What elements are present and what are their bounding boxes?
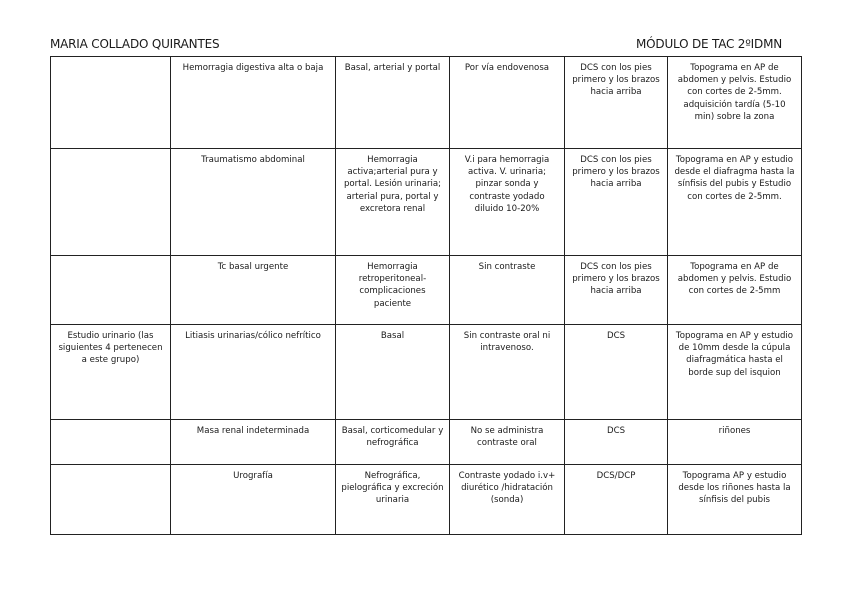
cell-phases: Basal, arterial y portal	[336, 57, 450, 149]
cell-protocol: Topograma en AP de abdomen y pelvis. Estudio con cortes de 2-5mm	[668, 256, 802, 325]
table-row	[51, 149, 802, 256]
cell-phases: Basal	[336, 325, 450, 420]
cell-group	[51, 465, 171, 535]
cell-group: Estudio urinario (las siguientes 4 pertenecen a este grupo)	[51, 325, 171, 420]
cell-protocol: Topograma en AP y estudio de 10mm desde la cúpula diafragmática hasta el borde sup del isquion	[668, 325, 802, 420]
cell-indication: Urografía	[171, 465, 336, 535]
cell-group	[51, 57, 171, 149]
author-name: MARIA COLLADO QUIRANTES	[50, 37, 220, 51]
cell-position: DCS con los pies primero y los brazos hacia arriba	[565, 57, 668, 149]
cell-phases: Hemorragia activa;arterial pura y portal. Lesión urinaria; arterial pura, portal y excretora renal	[336, 149, 450, 256]
cell-position: DCS con los pies primero y los brazos hacia arriba	[565, 256, 668, 325]
cell-contrast: Contraste yodado i.v+ diurético /hidratación (sonda)	[450, 465, 565, 535]
cell-indication: Tc basal urgente	[171, 256, 336, 325]
cell-protocol: Topograma en AP de abdomen y pelvis. Estudio con cortes de 2-5mm. adquisición tardía (5-10 min) sobre la zona	[668, 57, 802, 149]
cell-indication: Traumatismo abdominal	[171, 149, 336, 256]
cell-contrast: Por vía endovenosa	[450, 57, 565, 149]
cell-indication: Hemorragia digestiva alta o baja	[171, 57, 336, 149]
cell-contrast: V.i para hemorragia activa. V. urinaria; pinzar sonda y contraste yodado diluido 10-20%	[450, 149, 565, 256]
cell-phases: Basal, corticomedular y nefrográfica	[336, 420, 450, 465]
protocol-table	[50, 56, 802, 535]
cell-group	[51, 420, 171, 465]
table-row	[51, 465, 802, 535]
page-header	[50, 37, 782, 55]
cell-phases: Hemorragia retroperitoneal- complicaciones paciente	[336, 256, 450, 325]
cell-phases: Nefrográfica, pielográfica y excreción urinaria	[336, 465, 450, 535]
cell-indication: Litiasis urinarias/cólico nefrítico	[171, 325, 336, 420]
cell-group	[51, 256, 171, 325]
cell-group	[51, 149, 171, 256]
table-row	[51, 57, 802, 149]
cell-protocol: Topograma AP y estudio desde los riñones hasta la sínfisis del pubis	[668, 465, 802, 535]
cell-position: DCS/DCP	[565, 465, 668, 535]
cell-contrast: No se administra contraste oral	[450, 420, 565, 465]
cell-protocol: Topograma en AP y estudio desde el diafragma hasta la sínfisis del pubis y Estudio con cortes de 2-5mm.	[668, 149, 802, 256]
cell-position: DCS con los pies primero y los brazos hacia arriba	[565, 149, 668, 256]
table-row	[51, 420, 802, 465]
cell-position: DCS	[565, 325, 668, 420]
cell-contrast: Sin contraste oral ni intravenoso.	[450, 325, 565, 420]
table-row	[51, 256, 802, 325]
table-row	[51, 325, 802, 420]
cell-protocol: riñones	[668, 420, 802, 465]
cell-indication: Masa renal indeterminada	[171, 420, 336, 465]
cell-contrast: Sin contraste	[450, 256, 565, 325]
module-title: MÓDULO DE TAC 2ºIDMN	[636, 37, 782, 51]
cell-position: DCS	[565, 420, 668, 465]
